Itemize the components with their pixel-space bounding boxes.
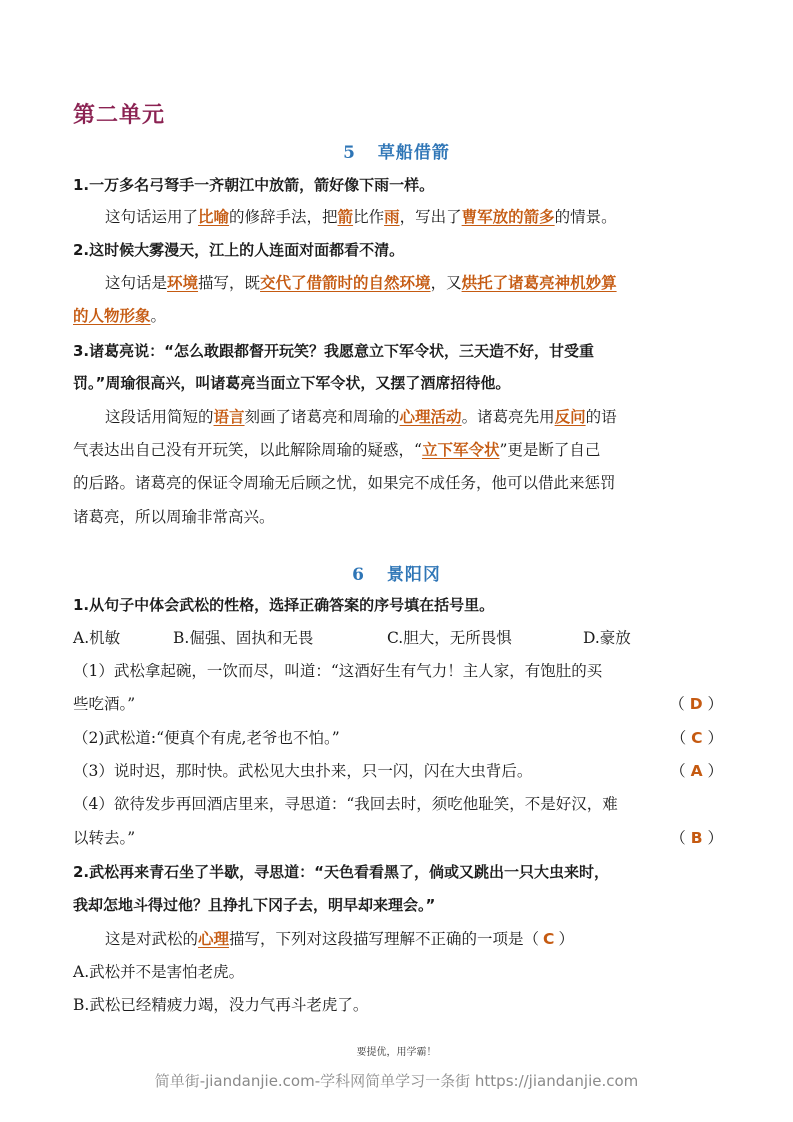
answer-bracket: （ A ）: [670, 762, 723, 780]
l5-answer-3-line4: 诸葛亮，所以周瑜非常高兴。: [73, 508, 275, 526]
text-span: 这句话是: [105, 274, 168, 292]
l5-question-3-line2: 罚。”周瑜很高兴，叫诸葛亮当面立下军令状，又摆了酒席招待他。: [73, 374, 511, 392]
text-span: 比作: [353, 208, 385, 226]
l5-answer-3-line3: 的后路。诸葛亮的保证令周瑜无后顾之忧，如果完不成任务，他可以借此来惩罚: [73, 474, 616, 492]
answer-highlight: 烘托了诸葛亮神机妙算: [461, 273, 617, 292]
text-span: （3）说时迟，那时快。武松见大虫扑来，只一闪，闪在大虫背后。: [73, 762, 533, 780]
footer-site: 简单街-jiandanjie.com-学科网简单学习一条街 https://jiandanjie.com: [154, 1072, 639, 1090]
answer-bracket: （ B ）: [670, 829, 723, 847]
answer-highlight: 语言: [213, 407, 245, 426]
l5-question-3-line1: 3.诸葛亮说：“怎么敢跟都督开玩笑？我愿意立下军令状，三天造不好，甘受重: [73, 342, 594, 360]
text-span: 这段话用简短的: [105, 408, 214, 426]
answer-highlight: 比喻: [198, 207, 230, 226]
answer-letter: B: [690, 829, 703, 847]
l5-answer-2-line1: [73, 273, 755, 293]
l6-item-1-line1: （1）武松拿起碗，一饮而尽，叫道：“这酒好生有气力！主人家，有饱肚的买: [73, 662, 603, 680]
text-span: 以转去。”: [73, 829, 136, 847]
l5-question-2: 2.这时候大雾漫天，江上的人连面对面都看不清。: [73, 241, 405, 259]
lesson-5-number: 5: [343, 143, 356, 163]
text-span: 的情景。: [554, 208, 617, 226]
l6-question-1: 1.从句子中体会武松的性格，选择正确答案的序号填在括号里。: [73, 596, 495, 614]
l6-item-4-line1: （4）欲待发步再回酒店里来，寻思道：“我回去时，须吃他耻笑，不是好汉，难: [73, 795, 618, 813]
text-span: 的修辞手法，把: [229, 208, 338, 226]
text-span: 的语: [585, 408, 617, 426]
text-span: ，写出了: [399, 208, 462, 226]
l6-options: [73, 628, 723, 648]
answer-bracket: （ D ）: [669, 695, 723, 713]
answer-highlight: 曹军放的箭多: [461, 207, 555, 226]
answer-highlight: 心理活动: [399, 407, 462, 426]
lesson-6-number: 6: [352, 565, 365, 585]
l6-question-2-line2: 我却怎地斗得过他？且挣扎下冈子去，明早却来理会。”: [73, 896, 436, 914]
l5-answer-1: [73, 207, 755, 227]
l6-question-2-stem: [73, 929, 755, 949]
text-span: ）: [558, 930, 574, 948]
text-span: 描写，既: [198, 274, 261, 292]
lesson-6-name: 景阳冈: [386, 565, 441, 585]
footer-note: 要提优，用学霸！: [356, 1047, 437, 1058]
l5-question-1: 1.一万多名弓弩手一齐朝江中放箭，箭好像下雨一样。: [73, 176, 435, 194]
text-span: 描写，下列对这段描写理解不正确的一项是（: [229, 930, 540, 948]
l6-question-2-line1: 2.武松再来青石坐了半歇，寻思道：“天色看看黑了，倘或又跳出一只大虫来时，: [73, 863, 609, 881]
answer-bracket: （ C ）: [670, 729, 723, 747]
l6-item-2: [73, 728, 723, 748]
lesson-5-title: [0, 138, 793, 163]
l5-answer-3-line2: [73, 440, 723, 460]
l6-item-4-line2: [73, 828, 723, 848]
answer-highlight: 心理: [198, 929, 230, 948]
option-d: D.豪放: [583, 629, 631, 647]
text-span: 。诸葛亮先用: [461, 408, 555, 426]
l6-item-1-line2: [73, 694, 723, 714]
answer-highlight: 立下军令状: [421, 440, 500, 459]
lesson-5-name: 草船借箭: [377, 143, 450, 163]
l5-answer-3-line1: [73, 407, 755, 427]
option-c: C.胆大，无所畏惧: [387, 629, 512, 647]
text-span: 气表达出自己没有开玩笑，以此解除周瑜的疑惑，“: [73, 441, 422, 459]
answer-highlight: 交代了借箭时的自然环境: [260, 273, 431, 292]
answer-letter: C: [543, 930, 555, 948]
answer-highlight: 环境: [167, 273, 199, 292]
l6-item-3: [73, 761, 723, 781]
text-span: （2)武松道:“便真个有虎,老爷也不怕。”: [73, 729, 340, 747]
answer-letter: D: [689, 695, 703, 713]
option-a: A.机敏: [73, 629, 121, 647]
text-span: ”更是断了自己: [499, 441, 601, 459]
answer-highlight: 雨: [384, 207, 400, 226]
text-span: 这句话运用了: [105, 208, 199, 226]
answer-highlight: 反问: [554, 407, 586, 426]
l6-q2-option-b: B.武松已经精疲力竭，没力气再斗老虎了。: [73, 996, 369, 1014]
text-span: 刻画了诸葛亮和周瑜的: [244, 408, 400, 426]
option-b: B.倔强、固执和无畏: [173, 629, 314, 647]
l6-q2-option-a: A.武松并不是害怕老虎。: [73, 963, 245, 981]
answer-highlight: 箭: [337, 207, 354, 226]
unit-title: 第二单元: [73, 102, 166, 128]
text-span: 这是对武松的: [105, 930, 199, 948]
answer-highlight: 的人物形象: [73, 306, 151, 325]
answer-letter: A: [690, 762, 703, 780]
text-span: ，又: [430, 274, 462, 292]
answer-letter: C: [691, 729, 703, 747]
text-span: 。: [150, 307, 167, 325]
lesson-6-title: [0, 560, 793, 585]
text-span: 些吃酒。”: [73, 695, 136, 713]
l5-answer-2-line2: [73, 306, 723, 326]
